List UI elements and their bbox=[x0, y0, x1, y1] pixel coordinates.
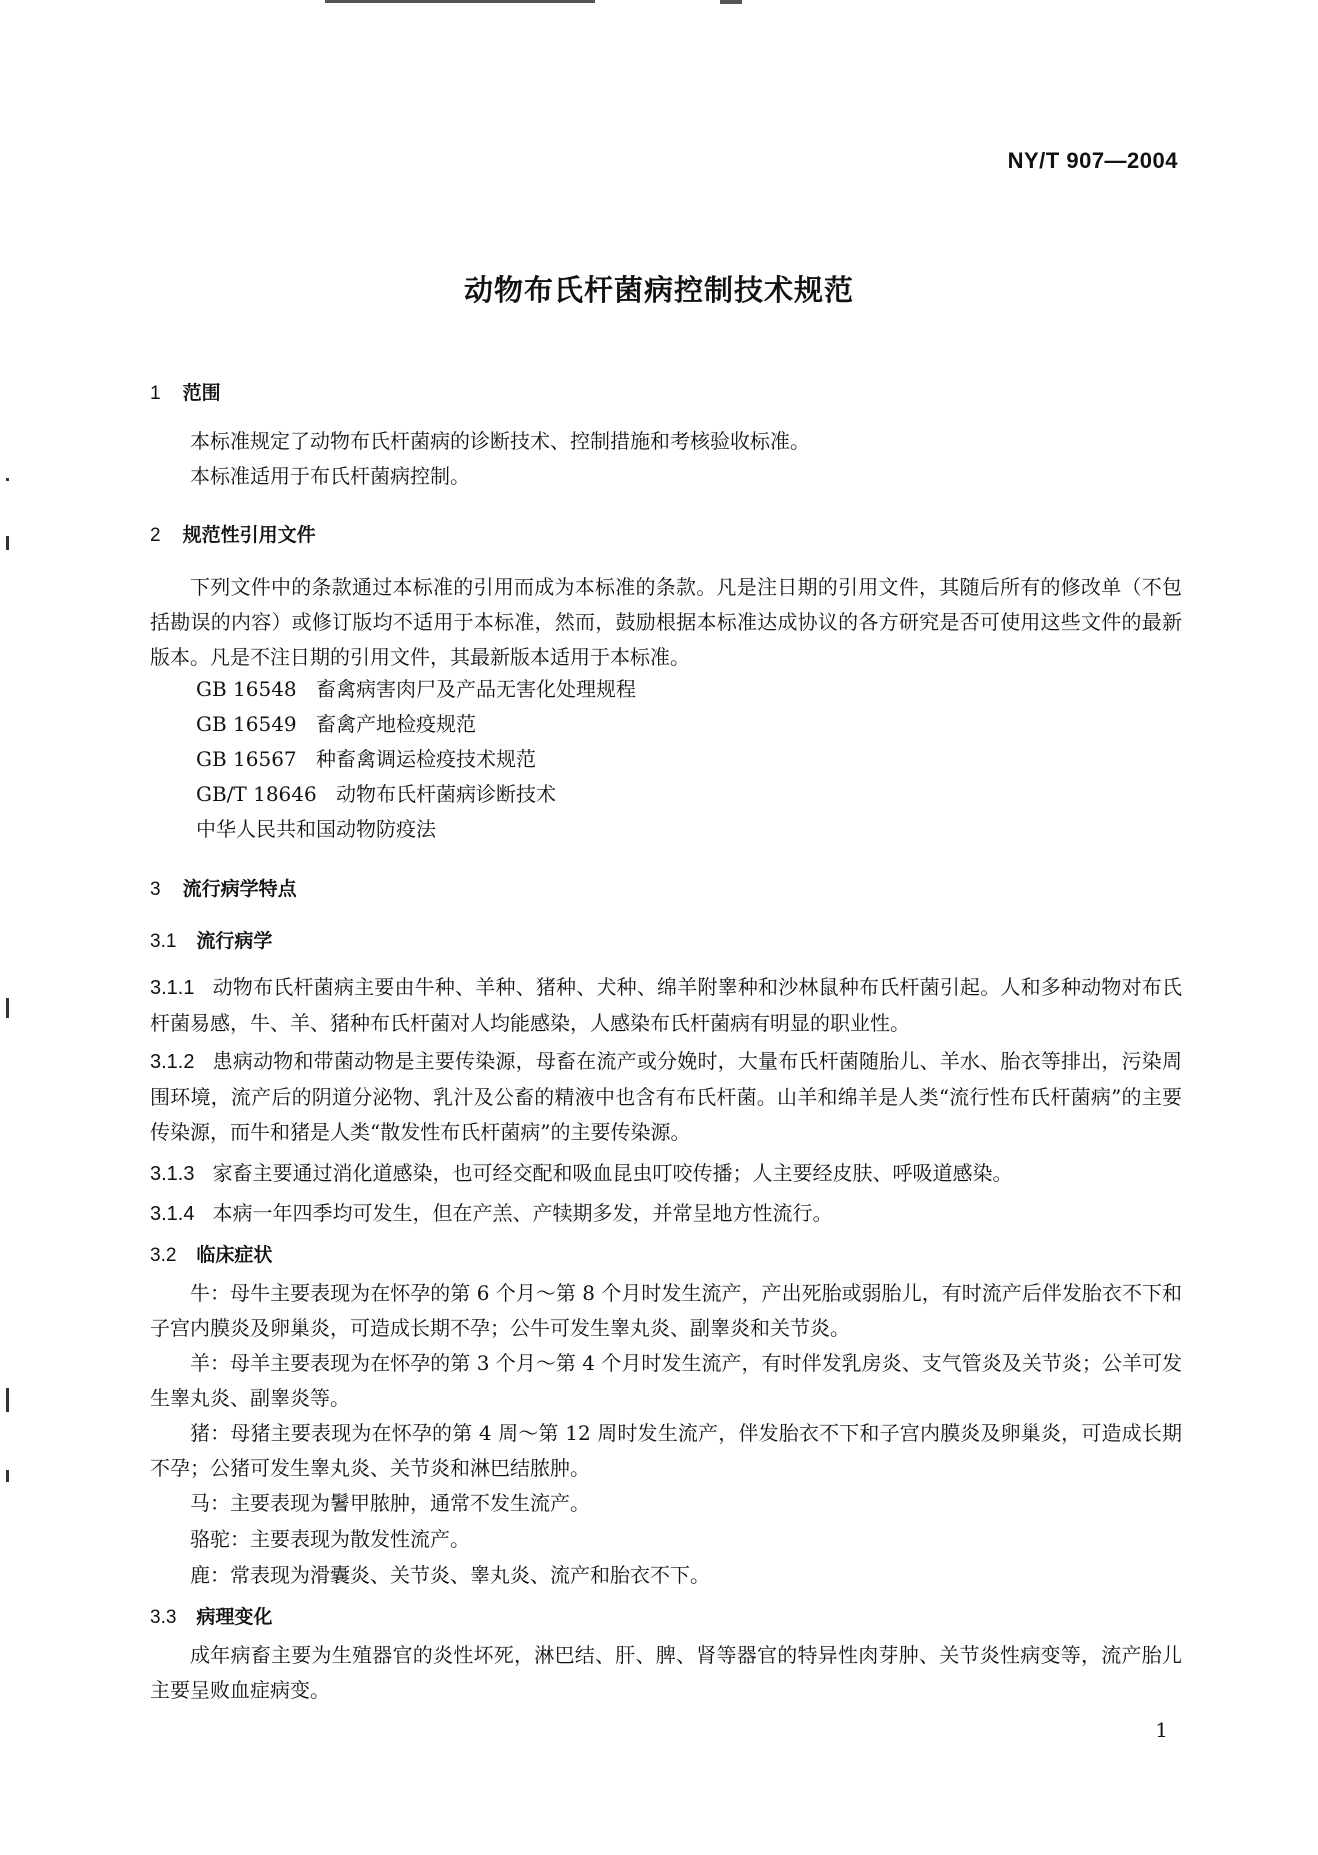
reference-code: GB/T 18646 bbox=[196, 782, 317, 806]
reference-item bbox=[196, 742, 536, 777]
scan-artifact-edge bbox=[6, 1470, 9, 1482]
reference-item bbox=[196, 777, 556, 812]
page-number: 1 bbox=[1155, 1718, 1168, 1742]
numbered-item bbox=[150, 1196, 1182, 1232]
item-number: 3.1.2 bbox=[150, 1051, 195, 1073]
scan-artifact-edge bbox=[6, 478, 9, 481]
item-number: 3.1.1 bbox=[150, 977, 195, 999]
section-heading bbox=[150, 376, 1182, 411]
reference-code: GB 16548 bbox=[196, 677, 297, 701]
section-title: 规范性引用文件 bbox=[182, 524, 316, 546]
scan-artifact-top bbox=[720, 0, 742, 4]
paragraph: 骆驼：主要表现为散发性流产。 bbox=[190, 1527, 470, 1551]
subsection-heading bbox=[150, 1238, 1182, 1273]
reference-item bbox=[196, 707, 476, 742]
reference-code: GB 16549 bbox=[196, 712, 297, 736]
item-text: 家畜主要通过消化道感染，也可经交配和吸血昆虫叮咬传播；人主要经皮肤、呼吸道感染。 bbox=[212, 1161, 1013, 1185]
subsection-title: 流行病学 bbox=[196, 930, 273, 952]
scan-artifact-edge bbox=[6, 536, 9, 550]
subsection-heading bbox=[150, 1600, 1182, 1635]
page-title: 动物布氏杆菌病控制技术规范 bbox=[463, 273, 854, 307]
reference-code: GB 16567 bbox=[196, 747, 297, 771]
section-title: 范围 bbox=[182, 382, 221, 404]
reference-item bbox=[196, 812, 436, 847]
reference-item bbox=[196, 672, 636, 707]
section-heading bbox=[150, 518, 1182, 553]
scan-artifact-edge bbox=[6, 1388, 9, 1412]
item-text: 患病动物和带菌动物是主要传染源，母畜在流产或分娩时，大量布氏杆菌随胎儿、羊水、胎衣等排出，污染周围环境，流产后的阴道分泌物、乳汁及公畜的精液中也含有布氏杆菌。山羊和绵羊是人类“流行性布氏杆菌病”的主要传染源，而牛和猪是人类“散发性布氏杆菌病”的主要传染源。 bbox=[150, 1049, 1182, 1144]
reference-name: 动物布氏杆菌病诊断技术 bbox=[336, 782, 556, 806]
item-text: 动物布氏杆菌病主要由牛种、羊种、猪种、犬种、绵羊附睾种和沙林鼠种布氏杆菌引起。人和多种动物对布氏杆菌易感，牛、羊、猪种布氏杆菌对人均能感染，人感染布氏杆菌病有明显的职业性。 bbox=[150, 975, 1182, 1035]
paragraph: 鹿：常表现为滑囊炎、关节炎、睾丸炎、流产和胎衣不下。 bbox=[190, 1563, 710, 1587]
scan-artifact-edge bbox=[6, 998, 9, 1018]
subsection-heading bbox=[150, 924, 1182, 959]
paragraph: 羊：母羊主要表现为在怀孕的第 3 个月～第 4 个月时发生流产，有时伴发乳房炎、支气管炎及关节炎；公羊可发生睾丸炎、副睾炎等。 bbox=[150, 1351, 1182, 1410]
section-number: 2 bbox=[150, 525, 161, 546]
paragraph: 本标准适用于布氏杆菌病控制。 bbox=[190, 464, 470, 488]
subsection-title: 临床症状 bbox=[196, 1244, 273, 1266]
reference-name: 畜禽病害肉尸及产品无害化处理规程 bbox=[316, 677, 636, 701]
subsection-number: 3.2 bbox=[150, 1245, 177, 1266]
reference-name: 中华人民共和国动物防疫法 bbox=[196, 817, 436, 841]
paragraph: 下列文件中的条款通过本标准的引用而成为本标准的条款。凡是注日期的引用文件，其随后所有的修改单（不包括勘误的内容）或修订版均不适用于本标准，然而，鼓励根据本标准达成协议的各方研究是否可使用这些文件的最新版本。凡是不注日期的引用文件，其最新版本适用于本标准。 bbox=[150, 575, 1182, 669]
item-number: 3.1.4 bbox=[150, 1203, 195, 1225]
section-title: 流行病学特点 bbox=[182, 878, 297, 900]
standard-code: NY/T 907—2004 bbox=[1007, 148, 1178, 173]
reference-name: 畜禽产地检疫规范 bbox=[316, 712, 476, 736]
paragraph: 马：主要表现为鬐甲脓肿，通常不发生流产。 bbox=[190, 1491, 590, 1515]
paragraph: 牛：母牛主要表现为在怀孕的第 6 个月～第 8 个月时发生流产，产出死胎或弱胎儿，有时流产后伴发胎衣不下和子宫内膜炎及卵巢炎，可造成长期不孕；公牛可发生睾丸炎、副睾炎和关节炎。 bbox=[150, 1281, 1182, 1340]
reference-name: 种畜禽调运检疫技术规范 bbox=[316, 747, 536, 771]
section-number: 3 bbox=[150, 879, 161, 900]
subsection-number: 3.3 bbox=[150, 1607, 177, 1628]
section-number: 1 bbox=[150, 383, 161, 404]
paragraph: 本标准规定了动物布氏杆菌病的诊断技术、控制措施和考核验收标准。 bbox=[190, 429, 810, 453]
numbered-item bbox=[150, 1044, 1182, 1150]
item-number: 3.1.3 bbox=[150, 1163, 195, 1185]
subsection-number: 3.1 bbox=[150, 931, 177, 952]
numbered-item bbox=[150, 1156, 1182, 1192]
item-text: 本病一年四季均可发生，但在产羔、产犊期多发，并常呈地方性流行。 bbox=[212, 1201, 833, 1225]
paragraph: 成年病畜主要为生殖器官的炎性坏死，淋巴结、肝、脾、肾等器官的特异性肉芽肿、关节炎性病变等，流产胎儿主要呈败血症病变。 bbox=[150, 1643, 1182, 1702]
numbered-item bbox=[150, 970, 1182, 1041]
section-heading bbox=[150, 872, 1182, 907]
paragraph: 猪：母猪主要表现为在怀孕的第 4 周～第 12 周时发生流产，伴发胎衣不下和子宫内膜炎及卵巢炎，可造成长期不孕；公猪可发生睾丸炎、关节炎和淋巴结脓肿。 bbox=[150, 1421, 1182, 1480]
subsection-title: 病理变化 bbox=[196, 1606, 273, 1628]
scan-artifact-top bbox=[325, 0, 595, 3]
